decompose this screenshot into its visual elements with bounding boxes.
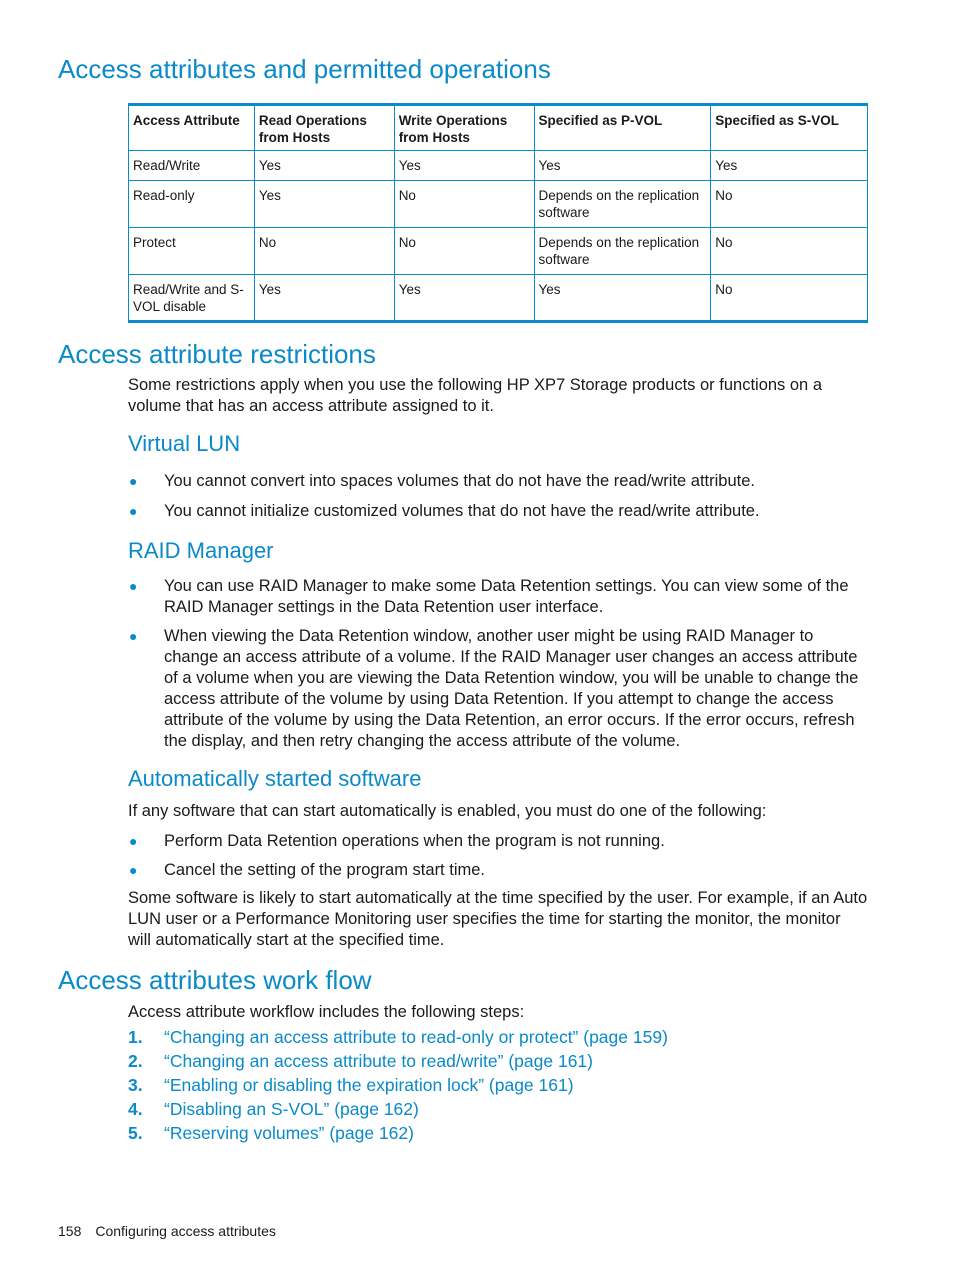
step-link-expiration-lock[interactable]: “Enabling or disabling the expiration lock” (page 161) — [164, 1075, 574, 1095]
step-item — [128, 1049, 668, 1073]
step-number: 3. — [128, 1075, 143, 1095]
header-text: Access Attribute — [133, 113, 240, 128]
raid-manager-list — [128, 576, 868, 752]
table-header-cell — [534, 105, 711, 151]
table-cell: No — [394, 181, 534, 228]
table-cell: Read/Write and S-VOL disable — [129, 275, 255, 322]
list-item — [128, 576, 868, 618]
header-text: Write Operations from Hosts — [398, 113, 508, 145]
step-number: 1. — [128, 1027, 143, 1047]
table-header-row — [129, 105, 868, 151]
table-cell: Depends on the replication software — [534, 181, 711, 228]
table-cell: Depends on the replication software — [534, 228, 711, 275]
section-title-permitted-operations: Access attributes and permitted operations — [58, 54, 551, 84]
bullet-dot-icon: ● — [129, 862, 138, 878]
step-link-reserving-volumes[interactable]: “Reserving volumes” (page 162) — [164, 1123, 414, 1143]
bullet-dot-icon: ● — [129, 578, 138, 594]
list-item — [128, 501, 868, 522]
bullet-dot-icon: ● — [129, 473, 138, 489]
table-cell: Yes — [254, 151, 394, 181]
virtual-lun-list — [128, 471, 868, 522]
table-cell: Read-only — [129, 181, 255, 228]
table-cell: No — [711, 275, 868, 322]
chapter-title: Configuring access attributes — [95, 1223, 276, 1239]
table-row — [129, 151, 868, 181]
table-cell: No — [394, 228, 534, 275]
bullet-dot-icon: ● — [129, 833, 138, 849]
section-title-work-flow: Access attributes work flow — [58, 965, 372, 995]
header-text: Specified as P-VOL — [538, 113, 663, 128]
work-flow-intro: Access attribute workflow includes the following steps: — [128, 1003, 525, 1021]
access-attribute-table — [128, 103, 868, 323]
table-row — [129, 275, 868, 322]
list-item — [128, 471, 868, 492]
list-item — [128, 626, 868, 752]
step-item — [128, 1121, 668, 1145]
list-item-text: Cancel the setting of the program start time. — [164, 861, 485, 879]
list-item-text: When viewing the Data Retention window, another user might be using RAID Manager to change an access attribute of a volume. If the RAID Manager user changes an access attribute of a volume when you are viewing the Data Retention window, you will be unable to change the access attribute of the volume by using Data Retention. If you attempt to change the access attribute of the volume by using the Data Retention, an error occurs. If the error occurs, refresh the display, and then retry changing the access attribute of the volume. — [164, 627, 859, 750]
table-cell: Yes — [394, 275, 534, 322]
step-link-read-write[interactable]: “Changing an access attribute to read/write” (page 161) — [164, 1051, 593, 1071]
table-row — [129, 181, 868, 228]
table-cell: Yes — [534, 151, 711, 181]
table-header-cell — [254, 105, 394, 151]
subsection-title-auto-software: Automatically started software — [128, 766, 422, 791]
bullet-dot-icon: ● — [129, 628, 138, 644]
list-item-text: You can use RAID Manager to make some Data Retention settings. You can view some of the RAID Manager settings in the Data Retention user interface. — [164, 577, 849, 616]
step-link-disable-svol[interactable]: “Disabling an S-VOL” (page 162) — [164, 1099, 419, 1119]
header-text: Specified as S-VOL — [715, 113, 840, 128]
bullet-dot-icon: ● — [129, 503, 138, 519]
table-header-cell — [711, 105, 868, 151]
table-cell: No — [254, 228, 394, 275]
header-text: Read Operations from Hosts — [258, 113, 367, 145]
list-item-text: You cannot convert into spaces volumes that do not have the read/write attribute. — [164, 472, 756, 490]
step-link-read-only-protect[interactable]: “Changing an access attribute to read-only or protect” (page 159) — [164, 1027, 668, 1047]
list-item — [128, 831, 868, 852]
table-cell: Yes — [254, 275, 394, 322]
table-cell: Read/Write — [129, 151, 255, 181]
list-item-text: You cannot initialize customized volumes that do not have the read/write attribute. — [164, 502, 760, 520]
table-header-cell — [394, 105, 534, 151]
restrictions-intro: Some restrictions apply when you use the following HP XP7 Storage products or functions on a volume that has an access attribute assigned to it. — [128, 376, 822, 415]
table-cell: No — [711, 228, 868, 275]
step-number: 4. — [128, 1099, 143, 1119]
table-cell: Protect — [129, 228, 255, 275]
auto-software-outro: Some software is likely to start automatically at the time specified by the user. For example, if an Auto LUN user or a Performance Monitoring user specifies the time for starting the monitor, the monitor will automatically start at the specified time. — [128, 889, 868, 949]
step-item — [128, 1073, 668, 1097]
table-row — [129, 228, 868, 275]
table-cell: Yes — [711, 151, 868, 181]
table-cell: No — [711, 181, 868, 228]
auto-software-intro: If any software that can start automatically is enabled, you must do one of the following: — [128, 802, 767, 820]
table-cell: Yes — [394, 151, 534, 181]
list-item — [128, 860, 868, 881]
auto-software-list — [128, 831, 868, 881]
table-cell: Yes — [534, 275, 711, 322]
subsection-title-raid-manager: RAID Manager — [128, 538, 274, 563]
list-item-text: Perform Data Retention operations when the program is not running. — [164, 832, 665, 850]
table-cell: Yes — [254, 181, 394, 228]
page-footer — [58, 1223, 276, 1239]
work-flow-steps — [128, 1025, 668, 1145]
step-item — [128, 1097, 668, 1121]
step-item — [128, 1025, 668, 1049]
subsection-title-virtual-lun: Virtual LUN — [128, 431, 241, 456]
table-header-cell — [129, 105, 255, 151]
page-number: 158 — [58, 1223, 82, 1239]
section-title-restrictions: Access attribute restrictions — [58, 339, 376, 369]
step-number: 2. — [128, 1051, 143, 1071]
step-number: 5. — [128, 1123, 143, 1143]
